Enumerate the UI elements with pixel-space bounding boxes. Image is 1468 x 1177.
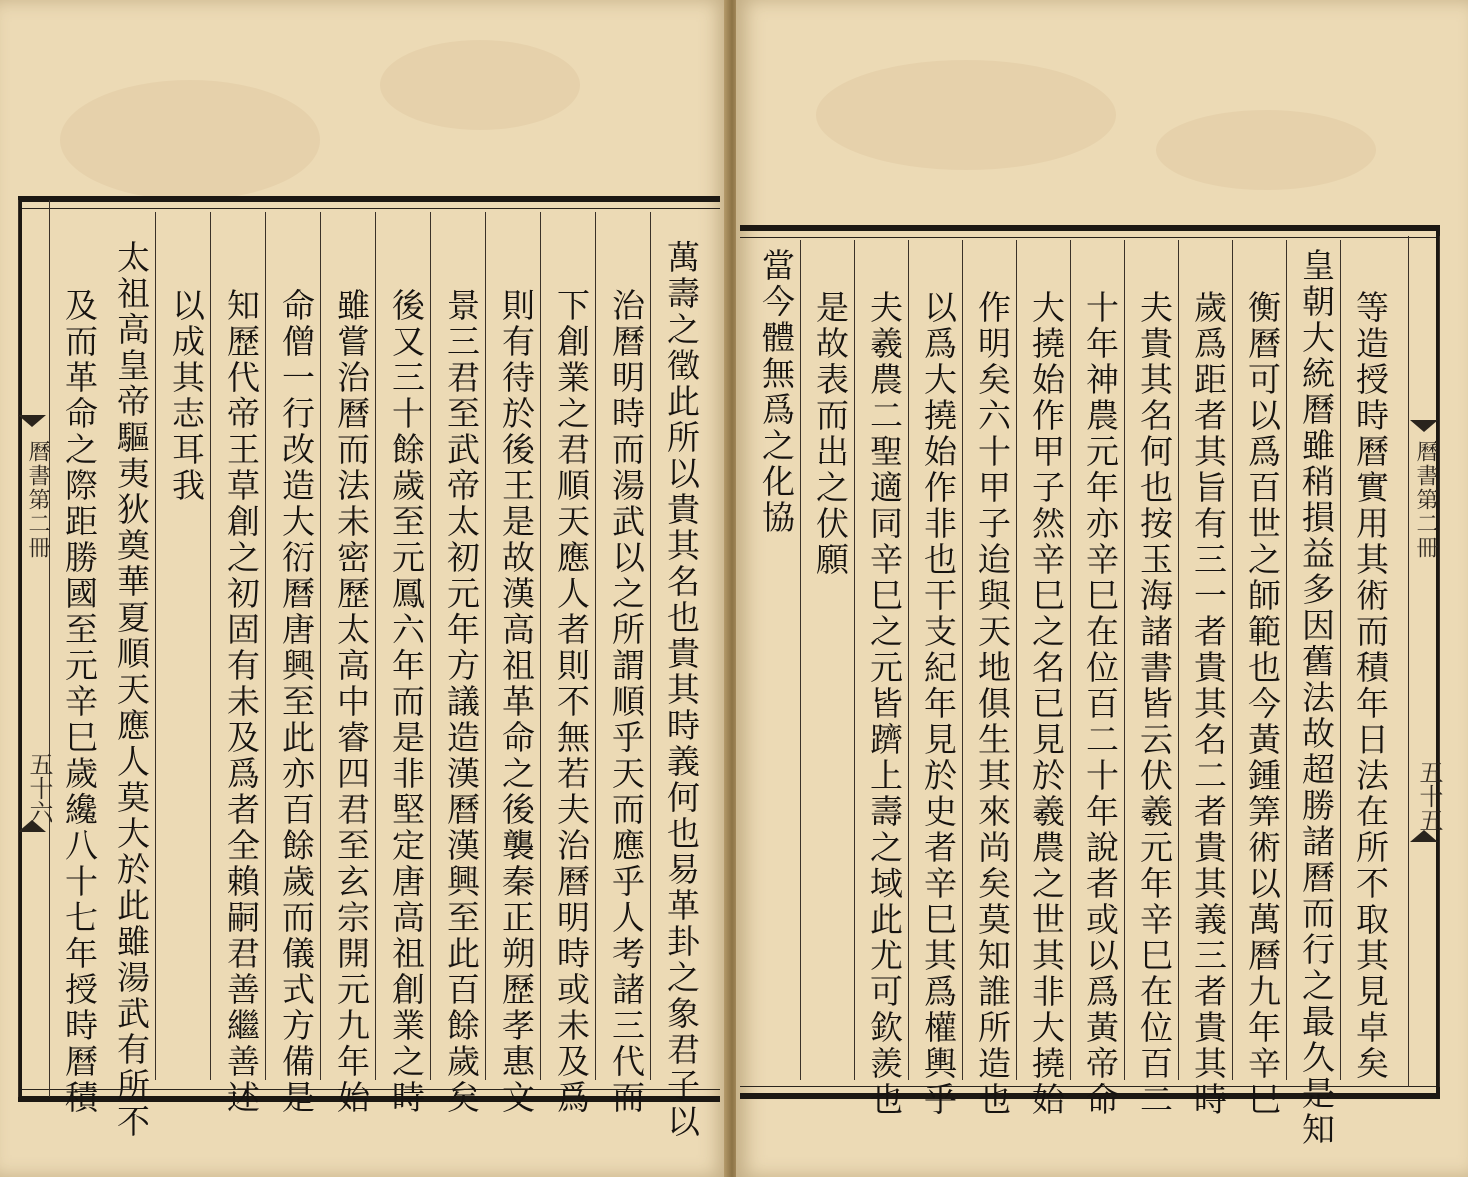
text-column: 下創業之君順天應人者則不無若夫治曆明時或未及爲 <box>552 288 591 1116</box>
frame-rule <box>18 208 720 209</box>
column-rule <box>430 212 431 1080</box>
paper-stain <box>60 80 320 200</box>
column-rule <box>1178 240 1179 1080</box>
paper-stain <box>816 60 1116 170</box>
text-column: 及而革命之際距勝國至元辛巳歲纔八十七年授時曆積 <box>60 288 99 1116</box>
column-rule <box>485 212 486 1080</box>
text-column: 知歷代帝王草創之初固有未及爲者全賴嗣君善繼善述 <box>222 288 261 1116</box>
text-column: 命僧一行改造大衍曆唐興至此亦百餘歲而儀式方備是 <box>277 288 316 1116</box>
text-column: 大撓始作甲子然辛巳之名已見於羲農之世其非大撓始 <box>1027 290 1066 1118</box>
right-banxin-label: 曆書第二冊 <box>1413 440 1438 560</box>
text-column: 以爲大撓始作非也干支紀年見於史者辛巳其爲權輿乎 <box>919 290 958 1118</box>
column-rule <box>908 240 909 1080</box>
column-rule <box>1016 240 1017 1080</box>
text-column: 當今體無爲之化協 <box>757 248 796 536</box>
text-column: 夫貴其名何也按玉海諸書皆云伏羲元年辛巳在位百二 <box>1135 290 1174 1118</box>
column-rule <box>962 240 963 1080</box>
column-rule <box>1070 240 1071 1080</box>
text-column: 是故表而出之伏願 <box>811 290 850 578</box>
text-column: 等造授時曆實用其術而積年日法在所不取其見卓矣 <box>1351 290 1390 1082</box>
paper-stain <box>380 40 580 130</box>
text-column: 夫羲農二聖適同辛巳之元皆躋上壽之域此尤可欽羨也 <box>865 290 904 1118</box>
fishtail-mark <box>1410 420 1438 432</box>
left-banxin-label: 曆書第二冊 <box>25 440 50 560</box>
text-column: 作明矣六十甲子迨與天地俱生其來尚矣莫知誰所造也 <box>973 290 1012 1118</box>
column-rule <box>595 212 596 1080</box>
left-page <box>0 0 728 1177</box>
text-column: 皇朝大統曆雖稍損益多因舊法故超勝諸曆而行之最久是知 <box>1297 248 1336 1148</box>
text-column: 太祖高皇帝驅夷狄奠華夏順天應人莫大於此雖湯武有所不 <box>112 240 151 1140</box>
column-rule <box>854 240 855 1080</box>
column-rule <box>210 212 211 1080</box>
left-banxin-page-number: 五十六 <box>25 752 53 824</box>
fishtail-mark <box>18 415 46 427</box>
text-column: 衡曆可以爲百世之師範也今黃鍾筭術以萬曆九年辛巳 <box>1243 290 1282 1118</box>
text-column: 則有待於後王是故漢高祖革命之後襲秦正朔歷孝惠文 <box>497 288 536 1116</box>
fishtail-mark <box>18 820 46 832</box>
column-rule <box>1232 240 1233 1080</box>
right-banxin-strip <box>1408 236 1440 1087</box>
text-column: 十年神農元年亦辛巳在位百二十年說者或以爲黃帝命 <box>1081 290 1120 1118</box>
text-column: 萬壽之徵此所以貴其名也貴其時義何也易革卦之象君子以 <box>662 240 701 1140</box>
frame-rule <box>740 237 1440 238</box>
column-rule <box>375 212 376 1080</box>
text-column: 歲爲距者其旨有三一者貴其名二者貴其義三者貴其時 <box>1189 290 1228 1118</box>
text-column: 治曆明時而湯武以之所謂順乎天而應乎人考諸三代而 <box>607 288 646 1116</box>
column-rule <box>320 212 321 1080</box>
column-rule <box>1340 240 1341 1080</box>
right-page <box>736 0 1468 1177</box>
column-rule <box>650 212 651 1080</box>
text-column: 以成其志耳我 <box>167 288 206 504</box>
column-rule <box>1124 240 1125 1080</box>
left-banxin-strip <box>18 200 50 1097</box>
text-column: 雖嘗治曆而法未密歷太高中睿四君至玄宗開元九年始 <box>332 288 371 1116</box>
column-rule <box>265 212 266 1080</box>
text-column: 後又三十餘歲至元鳳六年而是非堅定唐高祖創業之時 <box>387 288 426 1116</box>
right-banxin-page-number: 五十五 <box>1415 760 1443 832</box>
fishtail-mark <box>1410 830 1438 842</box>
column-rule <box>800 240 801 1080</box>
column-rule <box>155 212 156 1080</box>
text-column: 景三君至武帝太初元年方議造漢曆漢興至此百餘歲矣 <box>442 288 481 1116</box>
column-rule <box>1286 240 1287 1080</box>
column-rule <box>540 212 541 1080</box>
paper-stain <box>1156 110 1376 190</box>
